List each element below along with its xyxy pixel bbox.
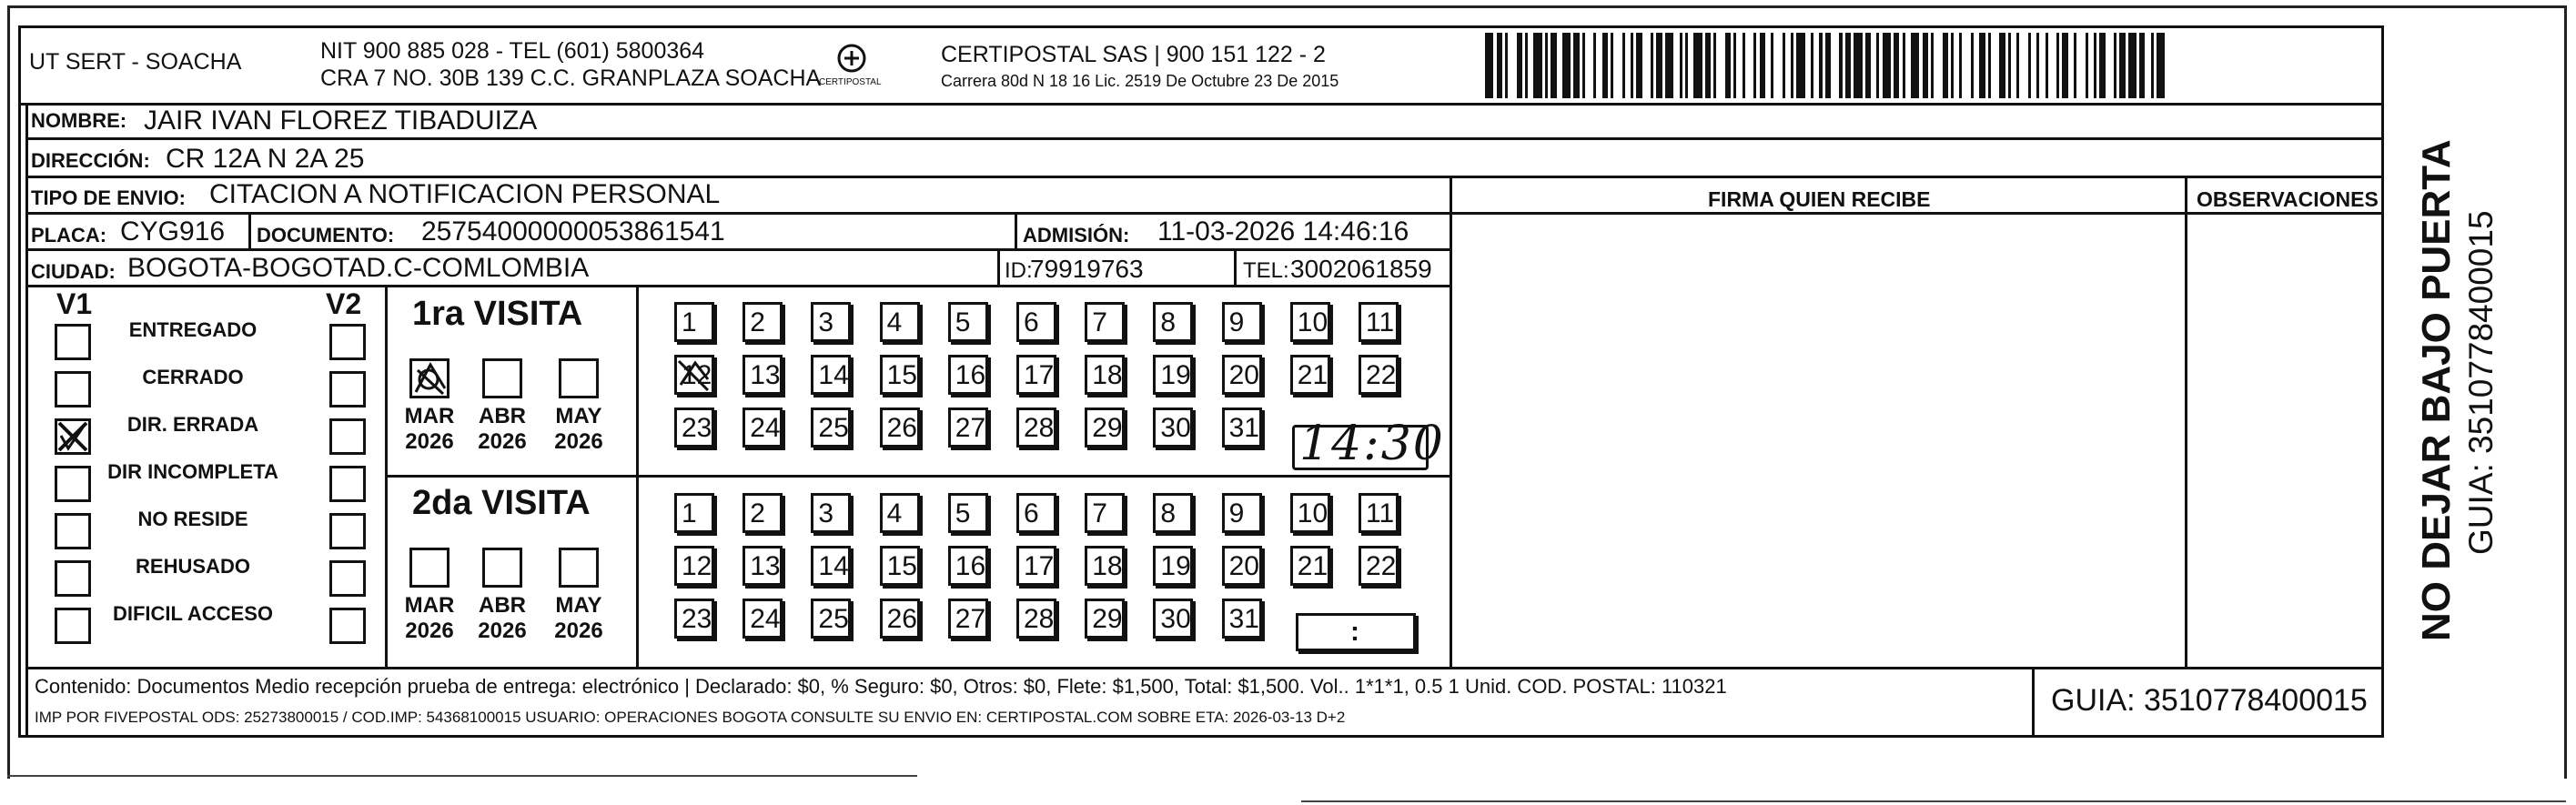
barcode-bar bbox=[1831, 33, 1839, 98]
day-box[interactable] bbox=[1222, 355, 1262, 395]
month-name: MAY bbox=[555, 404, 602, 428]
day-number: 10 bbox=[1297, 498, 1328, 528]
v2-checkbox[interactable] bbox=[329, 608, 366, 644]
documento-value: 25754000000053861541 bbox=[421, 216, 725, 247]
day-number: 16 bbox=[955, 360, 986, 390]
month-checkbox[interactable] bbox=[482, 358, 522, 398]
top-scan-line bbox=[9, 5, 2566, 8]
firma-column-left-border bbox=[1450, 176, 1452, 668]
barcode-bar bbox=[1934, 33, 1942, 98]
day-box[interactable] bbox=[880, 408, 920, 448]
day-box[interactable] bbox=[1016, 408, 1056, 448]
barcode-bar bbox=[1962, 33, 1970, 98]
row-line-2 bbox=[25, 176, 2384, 178]
address-line: CRA 7 NO. 30B 139 C.C. GRANPLAZA SOACHA bbox=[320, 65, 822, 91]
month-name: ABR bbox=[479, 593, 526, 618]
row-line-5 bbox=[25, 285, 1450, 287]
reason-label: NO RESIDE bbox=[137, 508, 248, 530]
reason-label: REHUSADO bbox=[136, 555, 250, 578]
day-number: 7 bbox=[1092, 307, 1107, 337]
day-box[interactable] bbox=[1085, 599, 1125, 639]
v2-checkbox[interactable] bbox=[329, 418, 366, 455]
day-number: 30 bbox=[1160, 413, 1191, 443]
id-value: 79919763 bbox=[1030, 255, 1144, 283]
reason-label: DIR. ERRADA bbox=[126, 413, 259, 436]
direccion-label: DIRECCIÓN: bbox=[31, 149, 150, 172]
right-scan-line bbox=[2564, 5, 2567, 779]
day-box[interactable] bbox=[948, 355, 988, 395]
day-box[interactable] bbox=[1153, 599, 1193, 639]
certipostal-logo bbox=[817, 40, 886, 95]
day-box[interactable] bbox=[1016, 355, 1056, 395]
day-box[interactable] bbox=[674, 493, 714, 533]
day-box[interactable] bbox=[1153, 546, 1193, 586]
day-box[interactable] bbox=[742, 546, 783, 586]
firma-header: FIRMA QUIEN RECIBE bbox=[1708, 187, 1931, 211]
day-box[interactable] bbox=[742, 302, 783, 342]
reason-label: DIR INCOMPLETA bbox=[107, 460, 278, 483]
day-box[interactable] bbox=[1153, 302, 1193, 342]
day-number: 2 bbox=[750, 307, 765, 337]
observaciones-column-left-border bbox=[2185, 176, 2187, 668]
v2-checkbox[interactable] bbox=[329, 560, 366, 597]
month-year: 2026 bbox=[405, 428, 454, 454]
barcode-bar bbox=[1693, 33, 1702, 98]
visit-split-line bbox=[385, 475, 1450, 478]
company-line: CERTIPOSTAL SAS | 900 151 122 - 2 bbox=[941, 42, 1326, 67]
v2-checkbox[interactable] bbox=[329, 466, 366, 502]
barcode-bar bbox=[2076, 33, 2085, 98]
bottom-scan-line-left bbox=[7, 775, 917, 777]
time-handwritten: 14:30 bbox=[1299, 417, 1445, 471]
month-label bbox=[402, 404, 457, 454]
nombre-label: NOMBRE: bbox=[31, 109, 127, 132]
day-number: 31 bbox=[1228, 604, 1259, 634]
check-mark-icon bbox=[677, 357, 713, 404]
nit-line: NIT 900 885 028 - TEL (601) 5800364 bbox=[320, 38, 705, 64]
day-box[interactable] bbox=[674, 599, 714, 639]
day-box[interactable] bbox=[880, 302, 920, 342]
barcode-bar bbox=[1585, 33, 1593, 98]
admision-label: ADMISIÓN: bbox=[1023, 224, 1130, 247]
barcode-bar bbox=[2157, 33, 2165, 98]
license-line: Carrera 80d N 18 16 Lic. 2519 De Octubre 23 De 2015 bbox=[941, 72, 1339, 90]
day-number: 13 bbox=[750, 360, 781, 390]
day-number: 5 bbox=[955, 498, 971, 528]
first-visit-title: 1ra VISITA bbox=[412, 295, 583, 333]
day-box[interactable] bbox=[811, 408, 851, 448]
day-box[interactable] bbox=[1085, 493, 1125, 533]
second-visit-title: 2da VISITA bbox=[412, 484, 591, 522]
barcode-bar bbox=[1508, 33, 1516, 98]
day-box[interactable] bbox=[1290, 355, 1330, 395]
day-number: 26 bbox=[886, 413, 917, 443]
day-number: 24 bbox=[750, 413, 781, 443]
day-box[interactable] bbox=[1016, 546, 1056, 586]
day-box[interactable] bbox=[1359, 302, 1399, 342]
v2-label: V2 bbox=[326, 287, 362, 320]
day-number: 4 bbox=[886, 307, 903, 337]
month-name: MAR bbox=[404, 404, 455, 428]
day-number: 1 bbox=[682, 498, 697, 528]
footer-guia-divider bbox=[2032, 667, 2035, 738]
time-placeholder: : bbox=[1350, 617, 1359, 647]
day-number: 6 bbox=[1024, 498, 1039, 528]
day-number: 31 bbox=[1228, 413, 1259, 443]
day-number: 14 bbox=[818, 360, 849, 390]
day-box[interactable] bbox=[811, 546, 851, 586]
bottom-scan-line-right bbox=[1301, 800, 2566, 802]
left-scan-line bbox=[7, 5, 10, 779]
direccion-value: CR 12A N 2A 25 bbox=[166, 144, 365, 174]
day-number: 27 bbox=[955, 413, 986, 443]
footer-imp: IMP POR FIVEPOSTAL ODS: 25273800015 / COD.IMP: 54368100015 USUARIO: OPERACIONES BOGOTA CONSULTE SU ENVIO EN: CERTIPOSTAL.COM SOBRE ETA: 2026-03-13 D+2 bbox=[35, 709, 1346, 726]
month-label bbox=[475, 404, 530, 454]
month-checkbox[interactable] bbox=[559, 548, 599, 588]
month-year: 2026 bbox=[478, 618, 527, 643]
footer-contenido: Contenido: Documentos Medio recepción prueba de entrega: electrónico | Declarado: $0, % Seguro: $0, Otros: $0, Flete: $1,500, Total: $1,500. Vol.. 1*1*1, 0.5 1 Unid. COD. POSTAL: 110321 bbox=[35, 675, 1727, 698]
day-number: 15 bbox=[886, 360, 917, 390]
day-number: 23 bbox=[682, 604, 712, 634]
month-name: MAY bbox=[555, 593, 602, 618]
day-box[interactable] bbox=[674, 546, 714, 586]
reason-label: CERRADO bbox=[142, 366, 244, 388]
documento-label: DOCUMENTO: bbox=[257, 224, 395, 247]
barcode-bar bbox=[1665, 33, 1673, 98]
month-checkbox[interactable] bbox=[559, 358, 599, 398]
v1-label: V1 bbox=[56, 287, 93, 320]
row-line-1 bbox=[25, 137, 2384, 140]
side-guia: GUIA: 3510778400015 bbox=[2462, 210, 2500, 555]
day-box[interactable] bbox=[1153, 493, 1193, 533]
admision-value: 11-03-2026 14:46:16 bbox=[1157, 216, 1409, 247]
day-box[interactable] bbox=[1085, 546, 1125, 586]
day-box[interactable] bbox=[1016, 302, 1056, 342]
day-box[interactable] bbox=[1016, 493, 1056, 533]
day-box[interactable] bbox=[1085, 355, 1125, 395]
day-box[interactable] bbox=[1290, 493, 1330, 533]
month-name: MAR bbox=[404, 593, 455, 618]
month-year: 2026 bbox=[554, 618, 603, 643]
day-box[interactable] bbox=[811, 493, 851, 533]
day-number: 14 bbox=[818, 551, 849, 581]
day-number: 21 bbox=[1297, 360, 1328, 390]
day-box[interactable] bbox=[948, 493, 988, 533]
day-number: 5 bbox=[955, 307, 971, 337]
day-box[interactable] bbox=[1016, 599, 1056, 639]
tel-label: TEL: bbox=[1243, 258, 1289, 283]
footer-divider bbox=[25, 667, 2384, 669]
day-box[interactable] bbox=[811, 599, 851, 639]
day-number: 11 bbox=[1366, 307, 1395, 337]
day-box[interactable] bbox=[742, 493, 783, 533]
month-year: 2026 bbox=[554, 428, 603, 454]
day-box[interactable] bbox=[1359, 355, 1399, 395]
month-label bbox=[551, 593, 606, 643]
day-number: 18 bbox=[1092, 360, 1123, 390]
day-box[interactable] bbox=[1153, 408, 1193, 448]
day-box[interactable] bbox=[674, 408, 714, 448]
barcode-bar bbox=[1485, 33, 1493, 98]
day-number: 26 bbox=[886, 604, 917, 634]
day-number: 12 bbox=[682, 360, 712, 390]
day-box[interactable] bbox=[1290, 302, 1330, 342]
v2-checkbox[interactable] bbox=[329, 513, 366, 549]
ciudad-label: CIUDAD: bbox=[31, 260, 116, 283]
day-box[interactable] bbox=[880, 355, 920, 395]
logo-text: CERTIPOSTAL bbox=[819, 77, 882, 87]
id-divider bbox=[997, 248, 1000, 285]
tipo-label: TIPO DE ENVIO: bbox=[31, 186, 186, 209]
footer-guia: GUIA: 3510778400015 bbox=[2051, 683, 2368, 718]
month-label bbox=[402, 593, 457, 643]
day-number: 19 bbox=[1160, 360, 1191, 390]
day-box[interactable] bbox=[742, 408, 783, 448]
day-number: 20 bbox=[1228, 551, 1259, 581]
day-box[interactable] bbox=[948, 408, 988, 448]
barcode-bar bbox=[2019, 33, 2027, 98]
day-box[interactable] bbox=[1153, 355, 1193, 395]
day-number: 9 bbox=[1228, 307, 1245, 337]
day-number: 27 bbox=[955, 604, 986, 634]
barcode bbox=[1485, 33, 2166, 98]
month-checkbox[interactable] bbox=[482, 548, 522, 588]
day-box[interactable] bbox=[742, 355, 783, 395]
day-number: 24 bbox=[750, 604, 781, 634]
day-box[interactable] bbox=[811, 355, 851, 395]
day-box[interactable] bbox=[1222, 408, 1262, 448]
day-box[interactable] bbox=[1222, 599, 1262, 639]
row-line-3b bbox=[1450, 212, 2384, 215]
day-number: 28 bbox=[1024, 604, 1055, 634]
placa-value: CYG916 bbox=[120, 216, 226, 247]
day-number: 22 bbox=[1366, 551, 1397, 581]
reason-label: DIFICIL ACCESO bbox=[112, 602, 273, 625]
day-box[interactable] bbox=[1222, 302, 1262, 342]
admision-divider bbox=[1015, 212, 1017, 248]
day-box[interactable] bbox=[1222, 546, 1262, 586]
barcode-bar bbox=[1745, 33, 1753, 98]
barcode-bar bbox=[2128, 33, 2137, 98]
barcode-bar bbox=[1613, 33, 1621, 98]
reason-label: ENTREGADO bbox=[128, 318, 258, 341]
barcode-bar bbox=[1796, 33, 1804, 98]
day-number: 17 bbox=[1024, 360, 1055, 390]
day-number: 8 bbox=[1160, 307, 1177, 337]
day-number: 8 bbox=[1160, 498, 1177, 528]
day-number: 9 bbox=[1228, 498, 1245, 528]
day-number: 22 bbox=[1366, 360, 1397, 390]
day-number: 2 bbox=[750, 498, 765, 528]
day-number: 15 bbox=[886, 551, 917, 581]
sender-label: UT SERT - SOACHA bbox=[29, 49, 242, 75]
day-box[interactable] bbox=[1359, 546, 1399, 586]
ciudad-value: BOGOTA-BOGOTAD.C-COMLOMBIA bbox=[127, 253, 590, 283]
day-number: 21 bbox=[1297, 551, 1328, 581]
barcode-bar bbox=[1716, 33, 1724, 98]
check-mark-icon bbox=[412, 361, 449, 397]
day-number: 10 bbox=[1297, 307, 1328, 337]
barcode-bar bbox=[1642, 33, 1651, 98]
day-box[interactable] bbox=[811, 302, 851, 342]
day-box[interactable] bbox=[674, 355, 714, 395]
day-number: 7 bbox=[1092, 498, 1107, 528]
id-label: ID: bbox=[1005, 258, 1033, 283]
barcode-bar bbox=[1991, 33, 1999, 98]
month-label bbox=[551, 404, 606, 454]
day-box[interactable] bbox=[880, 546, 920, 586]
barcode-bar bbox=[1562, 33, 1571, 98]
day-number: 16 bbox=[955, 551, 986, 581]
day-box[interactable] bbox=[1222, 493, 1262, 533]
month-name: ABR bbox=[479, 404, 526, 428]
month-checkbox[interactable] bbox=[409, 358, 450, 398]
barcode-bar bbox=[1911, 33, 1919, 98]
day-number: 17 bbox=[1024, 551, 1055, 581]
day-number: 28 bbox=[1024, 413, 1055, 443]
day-box[interactable] bbox=[1085, 302, 1125, 342]
placa-divider bbox=[248, 212, 251, 248]
day-box[interactable] bbox=[1359, 493, 1399, 533]
nombre-value: JAIR IVAN FLOREZ TIBADUIZA bbox=[144, 106, 538, 136]
day-box[interactable] bbox=[880, 493, 920, 533]
month-year: 2026 bbox=[478, 428, 527, 454]
barcode-bar bbox=[2106, 33, 2114, 98]
day-number: 29 bbox=[1092, 413, 1123, 443]
day-number: 19 bbox=[1160, 551, 1191, 581]
day-box[interactable] bbox=[948, 599, 988, 639]
day-box[interactable] bbox=[880, 599, 920, 639]
day-number: 29 bbox=[1092, 604, 1123, 634]
day-number: 11 bbox=[1366, 498, 1395, 528]
row-line-3 bbox=[25, 212, 1450, 215]
day-number: 25 bbox=[818, 604, 849, 634]
day-box[interactable] bbox=[1290, 546, 1330, 586]
day-box[interactable] bbox=[948, 302, 988, 342]
day-number: 1 bbox=[682, 307, 697, 337]
month-year: 2026 bbox=[405, 618, 454, 643]
barcode-bar bbox=[1773, 33, 1782, 98]
month-checkbox[interactable] bbox=[409, 548, 450, 588]
day-number: 12 bbox=[682, 551, 712, 581]
day-number: 20 bbox=[1228, 360, 1259, 390]
day-box[interactable] bbox=[742, 599, 783, 639]
row-line-4 bbox=[25, 248, 1450, 251]
barcode-bar bbox=[2048, 33, 2056, 98]
month-label bbox=[475, 593, 530, 643]
v2-checkbox[interactable] bbox=[329, 324, 366, 360]
day-number: 23 bbox=[682, 413, 712, 443]
side-warning: NO DEJAR BAJO PUERTA bbox=[2414, 139, 2459, 641]
day-number: 4 bbox=[886, 498, 903, 528]
tel-divider bbox=[1234, 248, 1237, 285]
day-number: 3 bbox=[818, 498, 834, 528]
day-number: 25 bbox=[818, 413, 849, 443]
day-box[interactable] bbox=[1085, 408, 1125, 448]
day-number: 6 bbox=[1024, 307, 1039, 337]
day-number: 30 bbox=[1160, 604, 1191, 634]
v2-checkbox[interactable] bbox=[329, 371, 366, 408]
day-number: 13 bbox=[750, 551, 781, 581]
barcode-bar bbox=[1883, 33, 1891, 98]
day-number: 18 bbox=[1092, 551, 1123, 581]
barcode-bar bbox=[1854, 33, 1862, 98]
observaciones-header: OBSERVACIONES bbox=[2197, 187, 2379, 211]
barcode-bar bbox=[1533, 33, 1541, 98]
placa-label: PLACA: bbox=[31, 224, 107, 247]
tel-value: 3002061859 bbox=[1290, 255, 1432, 283]
tipo-value: CITACION A NOTIFICACION PERSONAL bbox=[209, 179, 721, 209]
day-number: 3 bbox=[818, 307, 834, 337]
day-box[interactable] bbox=[948, 546, 988, 586]
day-box[interactable] bbox=[674, 302, 714, 342]
